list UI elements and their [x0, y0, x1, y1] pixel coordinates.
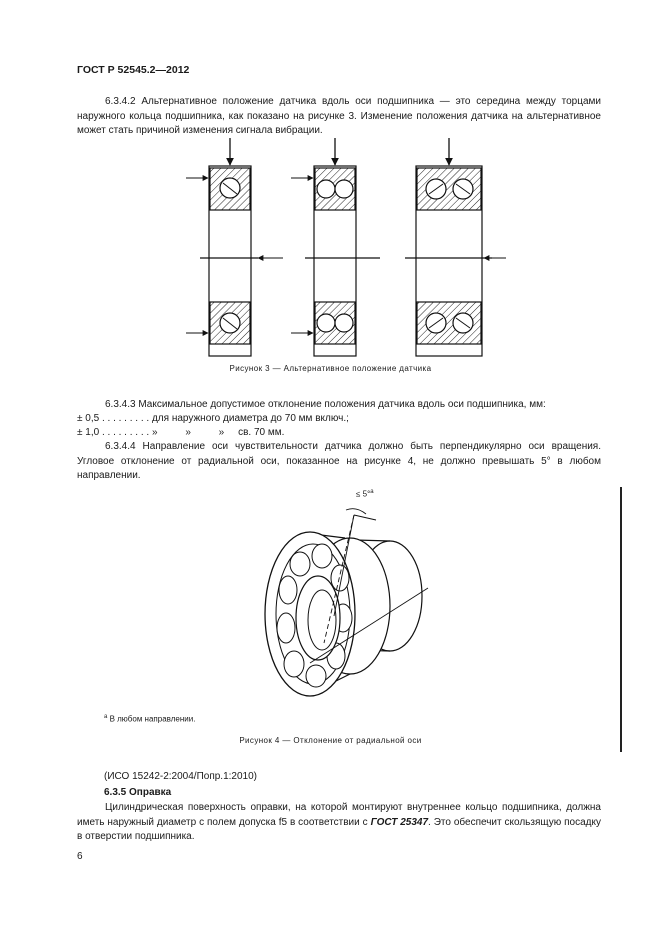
tolerance-value: ± 0,5 [77, 413, 100, 424]
figure-4-bearing-deviation [250, 478, 450, 708]
bearing-diagram-1 [186, 138, 258, 356]
amendment-reference: (ИСО 15242-2:2004/Попр.1:2010) [104, 771, 257, 782]
figure-3-bearings [180, 138, 510, 360]
revision-bar [620, 487, 622, 752]
standard-reference-link: ГОСТ 25347 [370, 816, 429, 828]
paragraph-6-3-5: Цилиндрическая поверхность оправки, на которой монтируют внутреннее кольцо подшипника, должна иметь наружный диаметр с полем допуска f5 в соответствии с ГОСТ 25347. Это обеспечит скользящую посадку в отверстии подшипника. [77, 802, 601, 843]
angle-label: ≤ 5°$^a$ [356, 489, 374, 499]
bearing-diagram-3 [405, 138, 506, 356]
tolerance-row-2 [77, 426, 284, 441]
figure-4-caption: Рисунок 4 — Отклонение от радиальной оси [239, 736, 422, 745]
tolerance-description: » » » св. 70 мм. [151, 427, 285, 438]
paragraph-6-3-4-3: 6.3.4.3 Максимальное допустимое отклонение положения датчика вдоль оси подшипника, мм: [105, 399, 546, 410]
figure-3-caption: Рисунок 3 — Альтернативное положение датчика [229, 364, 432, 373]
bearing-diagram-2 [258, 138, 380, 356]
tolerance-row-1 [77, 412, 349, 427]
tolerance-leader: . . . . . . . . . [99, 413, 152, 424]
tolerance-leader: . . . . . . . . . [99, 427, 152, 438]
tolerance-value: ± 1,0 [77, 427, 100, 438]
page-number: 6 [77, 851, 83, 862]
paragraph-6-3-4-4: 6.3.4.4 Направление оси чувствительности датчика должно быть перпендикулярно оси вращения. Угловое отклонение от радиальной оси, показанное на рисунке 4, не должно превышать 5° в любом направлении. [77, 441, 601, 482]
document-header: ГОСТ Р 52545.2—2012 [77, 64, 190, 76]
tolerance-description: для наружного диаметра до 70 мм включ.; [151, 413, 349, 424]
paragraph-6-3-4-2: 6.3.4.2 Альтернативное положение датчика вдоль оси подшипника — это середина между торцами наружного кольца подшипника, как показано на рисунке 3. Изменение положения датчика на альтернативное может стать причиной изменения сигнала вибрации. [77, 96, 601, 137]
figure-4-footnote: $^a$ В любом направлении. [104, 714, 196, 724]
section-heading-6-3-5: 6.3.5 Оправка [104, 787, 172, 798]
